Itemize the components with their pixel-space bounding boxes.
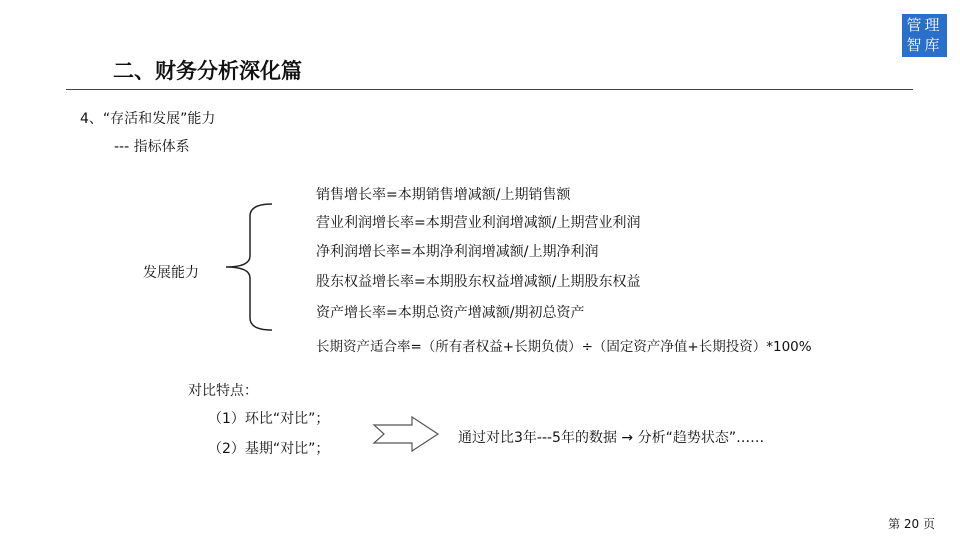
comparison-title: 对比特点： (188, 383, 258, 399)
page-number: 第 20 页 (888, 517, 935, 531)
formula-net-profit-growth: 净利润增长率=本期净利润增减额/上期净利润 (316, 244, 599, 260)
brand-logo (902, 14, 947, 57)
logo-text: 智库 (906, 36, 943, 54)
comparison-conclusion: 通过对比3年---5年的数据 → 分析“趋势状态”…… (458, 430, 765, 446)
logo-text: 管理 (906, 16, 943, 34)
section-heading: 4、“存活和发展”能力 (80, 111, 216, 127)
formula-long-term-asset-ratio: 长期资产适合率=（所有者权益+长期负债）÷（固定资产净值+长期投资）*100% (316, 339, 812, 355)
formula-sales-growth: 销售增长率=本期销售增减额/上期销售额 (316, 187, 571, 203)
formula-equity-growth: 股东权益增长率=本期股东权益增减额/上期股东权益 (316, 274, 641, 290)
curly-brace-icon (222, 202, 274, 332)
section-subheading: --- 指标体系 (114, 139, 190, 155)
right-arrow-icon (372, 416, 440, 452)
group-label: 发展能力 (143, 265, 199, 281)
comparison-item-2: （2）基期“对比”； (208, 441, 330, 457)
formula-asset-growth: 资产增长率=本期总资产增减额/期初总资产 (316, 305, 585, 321)
title-divider (66, 89, 913, 90)
formula-operating-profit-growth: 营业利润增长率=本期营业利润增减额/上期营业利润 (316, 215, 641, 231)
page-title: 二、财务分析深化篇 (113, 59, 302, 83)
comparison-item-1: （1）环比“对比”； (208, 411, 330, 427)
